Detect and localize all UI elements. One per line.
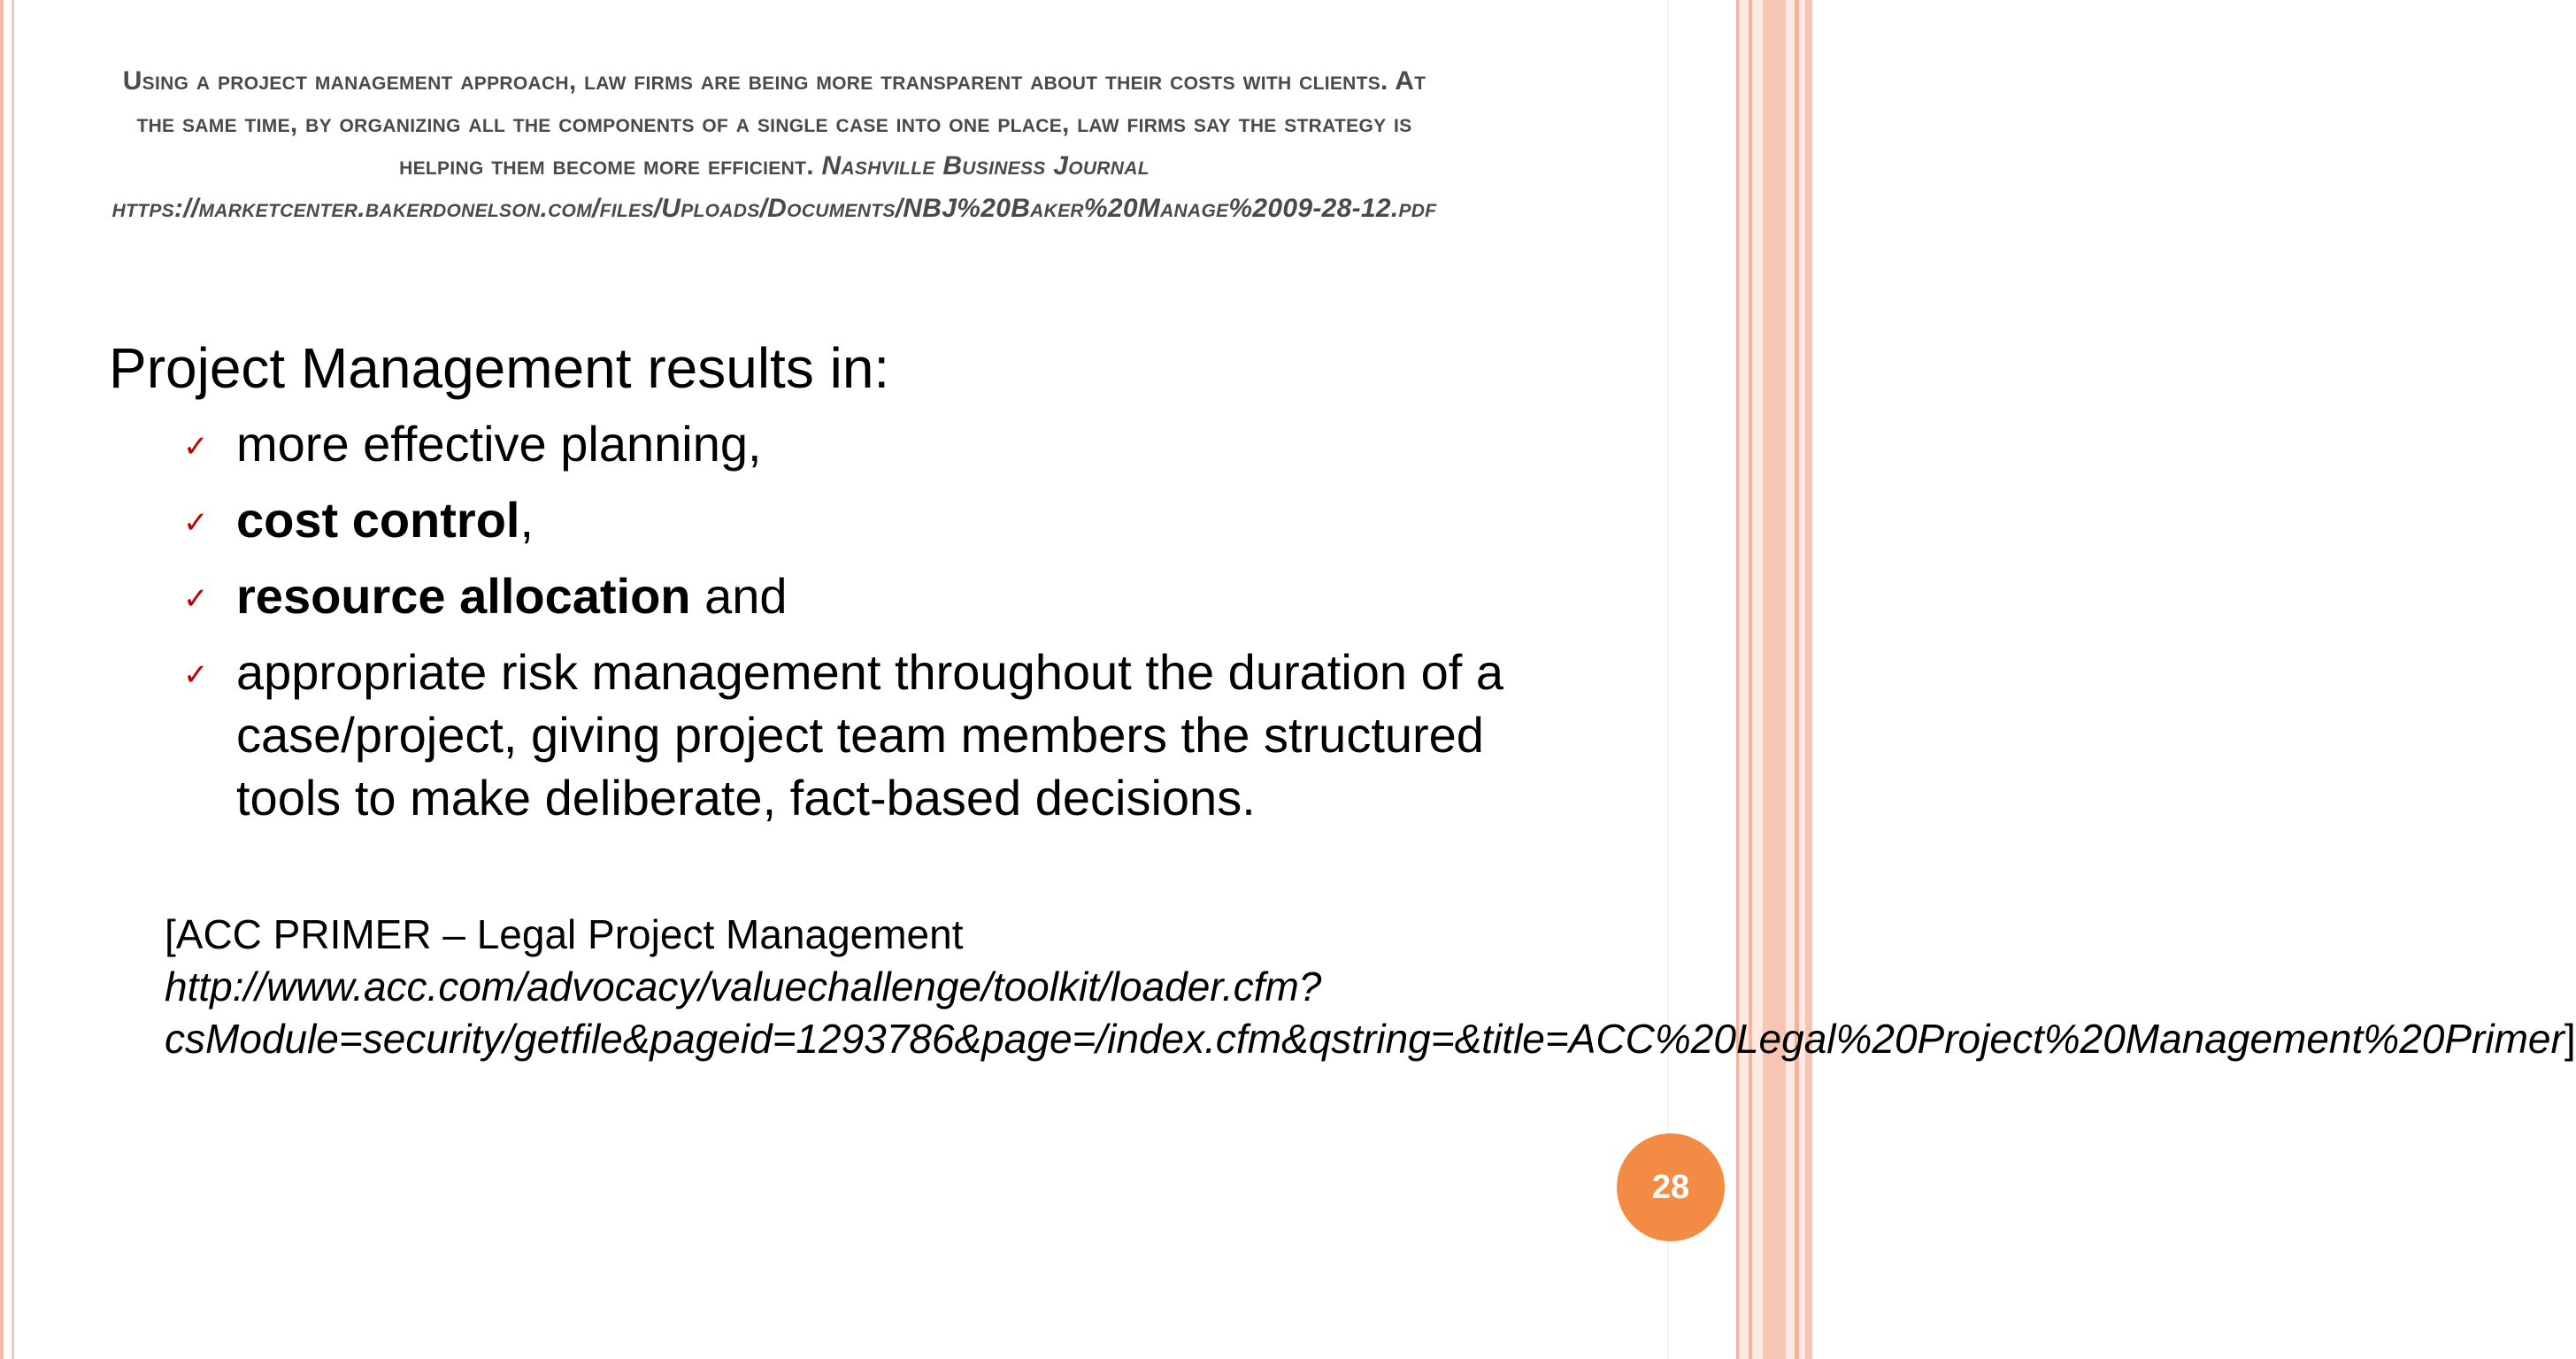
quote-source: Nashville Business Journal	[821, 151, 1150, 180]
bullet-bold-text: resource allocation	[236, 568, 691, 624]
checkmark-icon: ✓	[183, 581, 209, 617]
bullet-item	[181, 641, 1562, 829]
bullet-text: more effective planning,	[236, 416, 762, 472]
page-number-badge: 28	[1617, 1133, 1725, 1241]
right-stripe	[1795, 0, 1799, 1359]
bullet-text: and	[690, 568, 788, 624]
checkmark-icon: ✓	[183, 429, 209, 465]
reference-url: http://www.acc.com/advocacy/valuechallenge/toolkit/loader.cfm?csModule=security/getfile&pageid=1293786&page=/index.cfm&qstring=&title=ACC%20Legal%20Project%20Management%20Primer	[165, 964, 2564, 1062]
reference-suffix: ]	[2564, 1016, 2576, 1062]
bullet-bold-text: cost control	[236, 492, 520, 548]
bullet-list	[181, 412, 1562, 842]
bullet-text: ,	[519, 492, 534, 548]
bullet-item	[181, 488, 1562, 551]
quote-text: Using a project management approach, law firms are being more transparent about their costs with clients. At the same time, by organizing all the components of a single case into one place, law firms say the strategy is helping them become more efficient.	[122, 66, 1426, 180]
bullet-text: appropriate risk management throughout the duration of a case/project, giving project team members the structured tools to make deliberate, fact-based decisions.	[236, 644, 1504, 825]
right-stripe	[1736, 0, 1739, 1359]
right-stripe	[1749, 0, 1752, 1359]
left-border-line	[0, 0, 4, 1359]
bullet-item	[181, 412, 1562, 475]
slide-heading: Project Management results in:	[109, 336, 890, 400]
quote-url: https://marketcenter.bakerdonelson.com/files/Uploads/Documents/NBJ%20Baker%20Manage%2009-28-12.pdf	[111, 194, 1437, 223]
right-stripe	[1805, 0, 1812, 1359]
quote-block	[106, 60, 1442, 230]
left-border-line	[12, 0, 14, 1359]
reference-citation	[165, 909, 2576, 1065]
checkmark-icon: ✓	[183, 657, 209, 693]
right-stripe	[1763, 0, 1786, 1359]
reference-prefix: [ACC PRIMER – Legal Project Management	[165, 911, 964, 957]
checkmark-icon: ✓	[183, 505, 209, 541]
bullet-item	[181, 564, 1562, 627]
